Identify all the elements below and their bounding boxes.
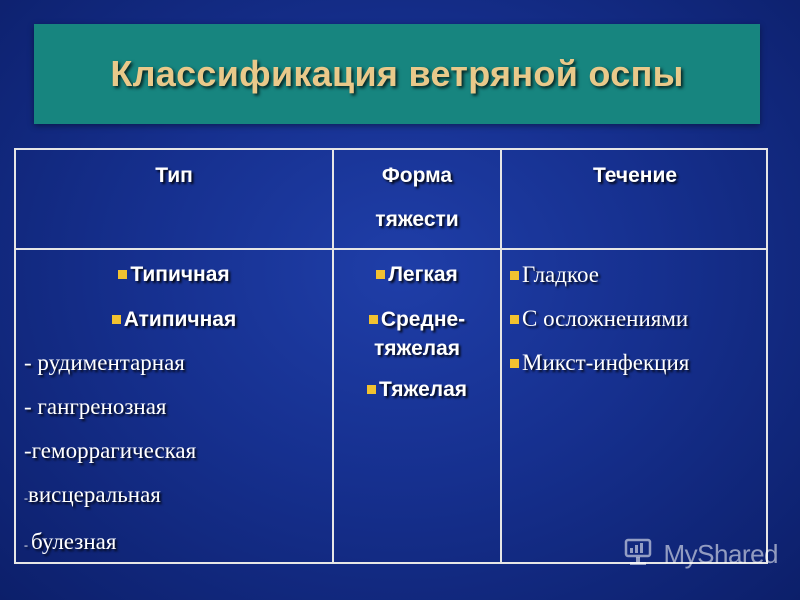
- severity-item-moderate: Средне- тяжелая: [334, 307, 500, 361]
- type-cell: [16, 252, 332, 562]
- course-cell: [502, 252, 768, 562]
- watermark: [624, 536, 779, 573]
- header-severity-line1: Форма: [381, 164, 453, 187]
- type-subitem-rudimentary: - рудиментарная: [24, 350, 185, 375]
- type-subitem-hemorrhagic: -геморрагическая: [24, 438, 197, 463]
- myshared-logo-icon: [624, 536, 660, 573]
- bullet-icon: [510, 315, 519, 324]
- bullet-icon: [369, 315, 378, 324]
- course-item-mixed: Микст-инфекция: [510, 350, 768, 376]
- bullet-icon: [376, 270, 385, 279]
- course-item-complicated: С осложнениями: [510, 306, 768, 332]
- header-type-label: Тип: [155, 164, 193, 187]
- bullet-icon: [510, 271, 519, 280]
- severity-cell: [334, 252, 500, 562]
- slide-title: Классификация ветряной оспы: [110, 53, 684, 94]
- bullet-icon: [118, 270, 127, 279]
- header-course-label: Течение: [592, 164, 678, 187]
- header-severity: [334, 150, 500, 250]
- header-severity-line2: тяжести: [375, 208, 459, 231]
- classification-table: [14, 148, 768, 564]
- type-subitem-gangrenous: - гангренозная: [24, 394, 167, 419]
- bullet-icon: [510, 359, 519, 368]
- header-type: [16, 150, 332, 250]
- bullet-icon: [367, 385, 376, 394]
- type-subitem-bullous: - булезная: [24, 529, 117, 554]
- severity-item-severe: Тяжелая: [334, 377, 500, 402]
- course-item-smooth: Гладкое: [510, 262, 768, 288]
- severity-item-mild: Легкая: [334, 262, 500, 287]
- watermark-text: MyShared: [663, 539, 778, 569]
- type-item-atypical: Атипичная: [24, 307, 324, 332]
- bullet-icon: [112, 315, 121, 324]
- header-course: [502, 150, 768, 250]
- type-item-typical: Типичная: [24, 262, 324, 287]
- title-banner: [34, 24, 760, 124]
- type-subitem-visceral: -висцеральная: [24, 482, 161, 507]
